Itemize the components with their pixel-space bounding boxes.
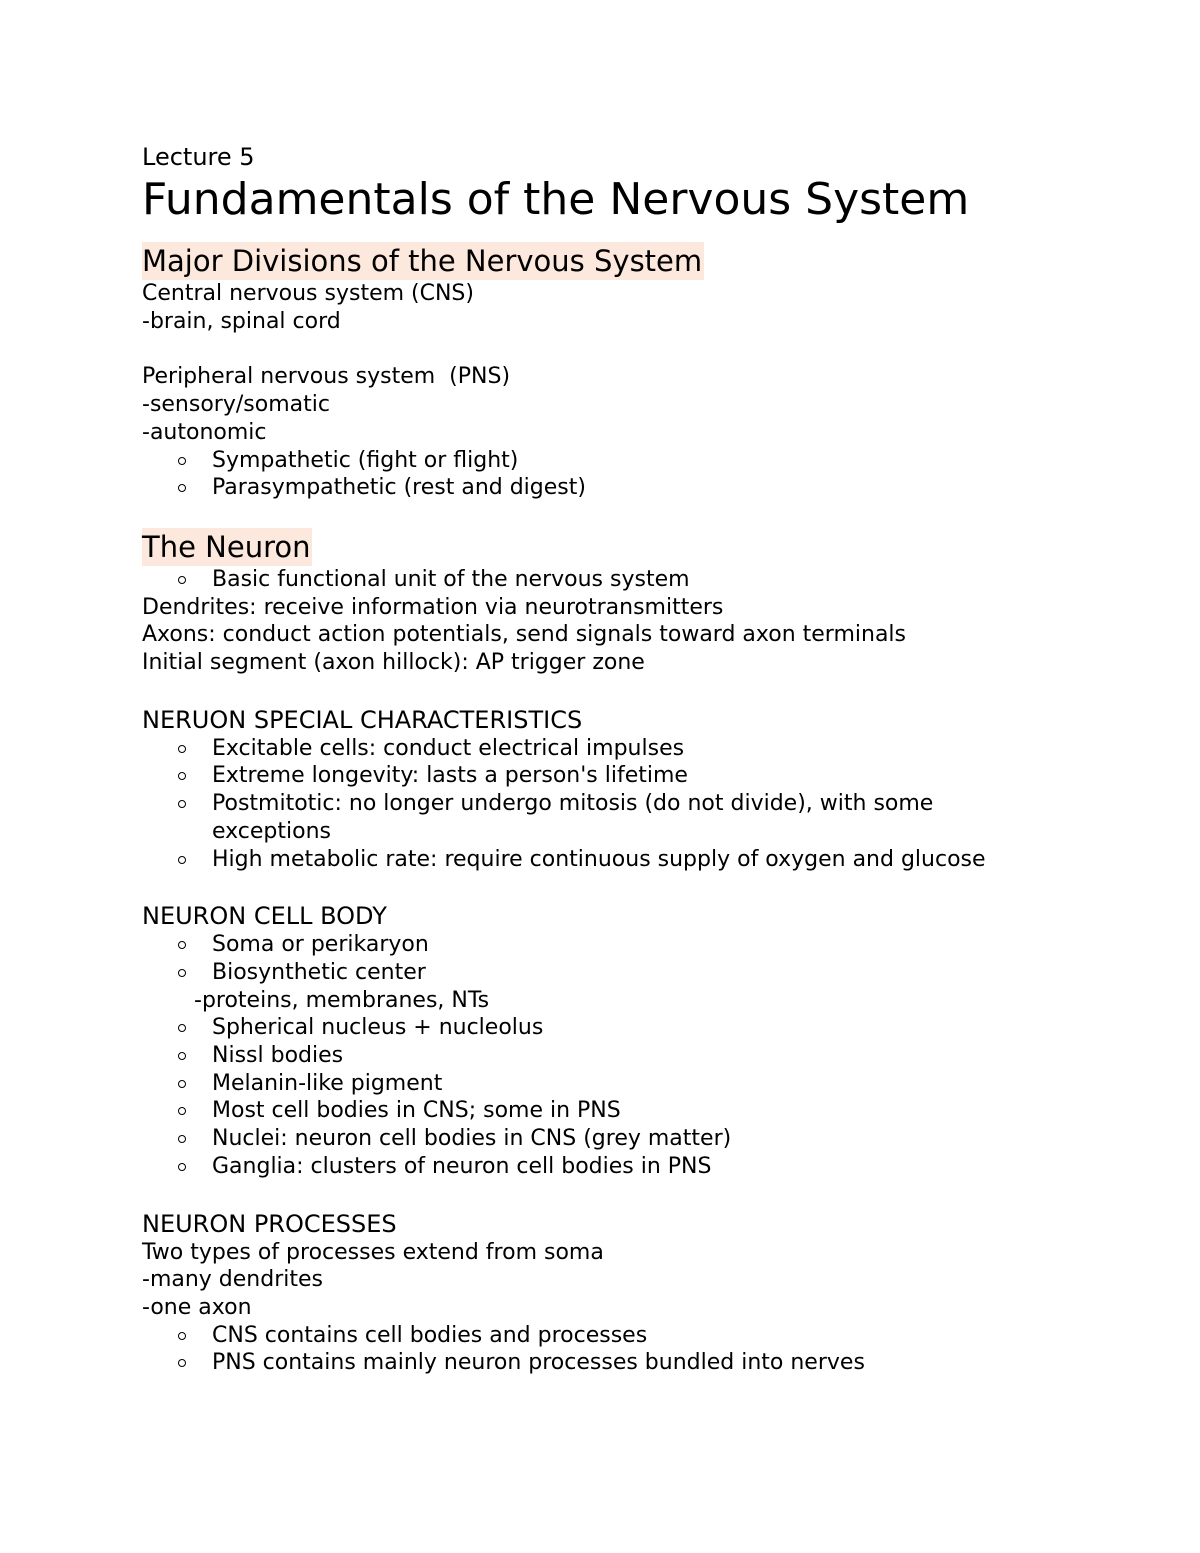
- sub-line: -one axon: [142, 1294, 252, 1320]
- list-item: Soma or perikaryon: [142, 931, 1142, 959]
- list-item: Ganglia: clusters of neuron cell bodies in PNS: [142, 1153, 1142, 1181]
- text-line: Axons: conduct action potentials, send signals toward axon terminals: [142, 622, 906, 648]
- sub-line: -many dendrites: [142, 1267, 323, 1293]
- list-item: Most cell bodies in CNS; some in PNS: [142, 1097, 1142, 1125]
- list-item: Melanin-like pigment: [142, 1070, 1142, 1098]
- pns-sub-line: -autonomic: [142, 419, 267, 445]
- text-line: Two types of processes extend from soma: [142, 1239, 604, 1265]
- bullet-circle-icon: [178, 745, 186, 753]
- bullet-circle-icon: [178, 1359, 186, 1367]
- bullet-circle-icon: [178, 969, 186, 977]
- bullet-circle-icon: [178, 1135, 186, 1143]
- section-heading-the-neuron: The Neuron: [142, 529, 311, 564]
- list-item: PNS contains mainly neuron processes bundled into nerves: [142, 1349, 1142, 1377]
- section-special-characteristics: [142, 705, 1142, 874]
- cns-sub-line: -brain, spinal cord: [142, 308, 341, 334]
- list-item: Sympathetic (fight or flight): [142, 447, 1142, 475]
- pns-sub-line: -sensory/somatic: [142, 392, 330, 418]
- list-item: CNS contains cell bodies and processes: [142, 1322, 1142, 1350]
- section-processes: [142, 1209, 1142, 1378]
- list-item: Spherical nucleus + nucleolus: [142, 1014, 1142, 1042]
- bullet-circle-icon: [178, 772, 186, 780]
- section-cell-body: [142, 901, 1142, 1180]
- bullet-circle-icon: [178, 800, 186, 808]
- document-content: [142, 142, 1142, 1377]
- section-heading-processes: NEURON PROCESSES: [142, 1209, 397, 1238]
- sub-line: -proteins, membranes, NTs: [194, 987, 490, 1013]
- list-item: Basic functional unit of the nervous system: [142, 566, 1142, 594]
- text-line: Dendrites: receive information via neurotransmitters: [142, 594, 724, 620]
- bullet-circle-icon: [178, 856, 186, 864]
- bullet-circle-icon: [178, 1024, 186, 1032]
- section-major-divisions: [142, 242, 1142, 502]
- list-item: Nuclei: neuron cell bodies in CNS (grey matter): [142, 1125, 1142, 1153]
- bullet-circle-icon: [178, 1107, 186, 1115]
- text-line: Initial segment (axon hillock): AP trigger zone: [142, 650, 645, 676]
- bullet-circle-icon: [178, 576, 186, 584]
- bullet-circle-icon: [178, 484, 186, 492]
- page-title: Fundamentals of the Nervous System: [142, 174, 970, 225]
- bullet-circle-icon: [178, 457, 186, 465]
- list-item: Extreme longevity: lasts a person's lifetime: [142, 762, 1142, 790]
- section-heading-major-divisions: Major Divisions of the Nervous System: [142, 244, 703, 278]
- list-item: Biosynthetic center: [142, 959, 1142, 987]
- list-item: Postmitotic: no longer undergo mitosis (do not divide), with some exceptions: [142, 790, 1142, 845]
- bullet-circle-icon: [178, 1052, 186, 1060]
- cns-line: Central nervous system (CNS): [142, 281, 474, 306]
- list-item: Nissl bodies: [142, 1042, 1142, 1070]
- bullet-circle-icon: [178, 1163, 186, 1171]
- bullet-circle-icon: [178, 941, 186, 949]
- list-item: High metabolic rate: require continuous supply of oxygen and glucose: [142, 846, 1142, 874]
- lecture-label: Lecture 5: [142, 143, 255, 171]
- list-item: Excitable cells: conduct electrical impulses: [142, 735, 1142, 763]
- pns-line: Peripheral nervous system (PNS): [142, 364, 511, 390]
- section-the-neuron: [142, 528, 1142, 677]
- bullet-circle-icon: [178, 1332, 186, 1340]
- section-heading-cell-body: NEURON CELL BODY: [142, 902, 387, 931]
- list-item: Parasympathetic (rest and digest): [142, 474, 1142, 502]
- section-heading-special-characteristics: NERUON SPECIAL CHARACTERISTICS: [142, 705, 583, 734]
- bullet-circle-icon: [178, 1080, 186, 1088]
